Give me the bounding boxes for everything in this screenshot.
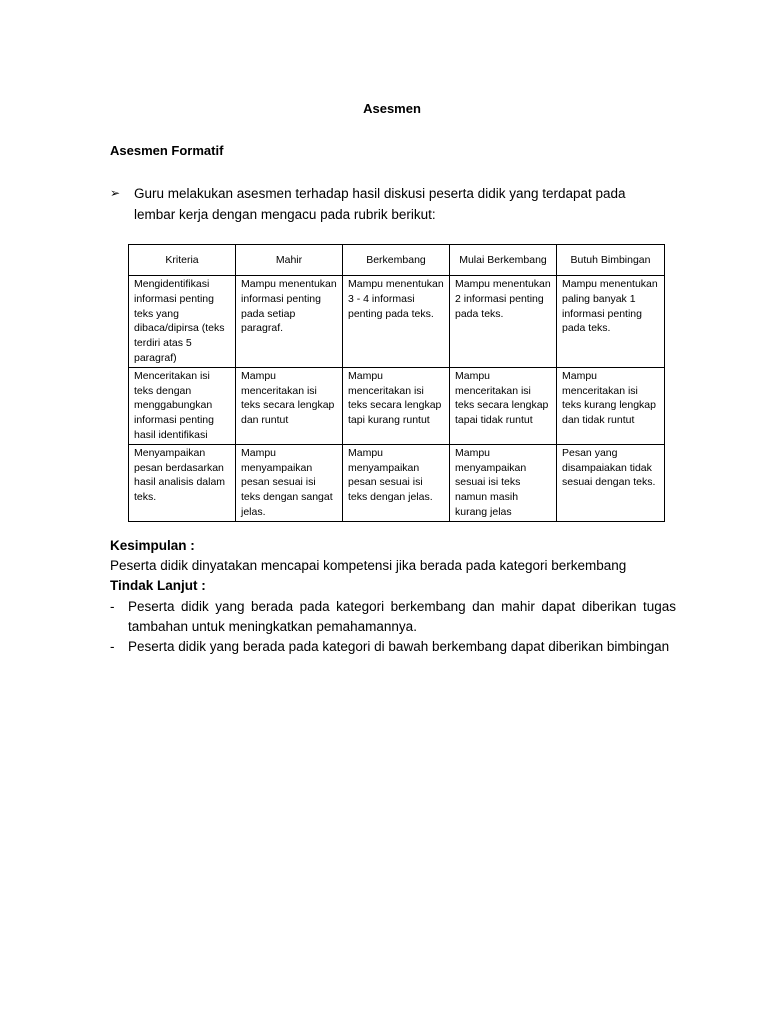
column-header: Mahir [236, 245, 343, 276]
dash-bullet: - [110, 639, 115, 654]
section-heading-asesmen-formatif: Asesmen Formatif [110, 143, 224, 158]
table-cell: Mampu menentukan 2 informasi penting pada teks. [450, 276, 557, 368]
table-cell: Mampu menceritakan isi teks secara lengkap tapi kurang runtut [343, 367, 450, 444]
table-cell: Mengidentifikasi informasi penting teks yang dibaca/dipirsa (teks terdiri atas 5 paragraf) [129, 276, 236, 368]
column-header: Butuh Bimbingan [557, 245, 665, 276]
table-cell: Mampu menyampaikan pesan sesuai isi teks dengan sangat jelas. [236, 444, 343, 521]
table-row [129, 276, 665, 368]
dash-bullet: - [110, 599, 115, 614]
column-header: Kriteria [129, 245, 236, 276]
table-header-row [129, 245, 665, 276]
table-cell: Mampu menentukan 3 - 4 informasi penting pada teks. [343, 276, 450, 368]
column-header: Mulai Berkembang [450, 245, 557, 276]
list-item-text: Peserta didik yang berada pada kategori berkembang dan mahir dapat diberikan tugas tambahan untuk meningkatkan pemahamannya. [128, 599, 676, 634]
arrow-bullet-icon: ➢ [110, 186, 121, 200]
table-cell: Mampu menyampaikan sesuai isi teks namun masih kurang jelas [450, 444, 557, 521]
document-title: Asesmen [363, 101, 421, 116]
tindak-lanjut-heading: Tindak Lanjut : [110, 578, 206, 593]
table-cell: Mampu menceritakan isi teks secara lengkap tapai tidak runtut [450, 367, 557, 444]
list-item-text: Peserta didik yang berada pada kategori di bawah berkembang dapat diberikan bimbingan [128, 639, 670, 654]
kesimpulan-text: Peserta didik dinyatakan mencapai kompetensi jika berada pada kategori berkembang [110, 558, 627, 573]
table-cell: Pesan yang disampaiakan tidak sesuai dengan teks. [557, 444, 665, 521]
table-row [129, 444, 665, 521]
table-cell: Menceritakan isi teks dengan menggabungkan informasi penting hasil identifikasi [129, 367, 236, 444]
list-item [110, 637, 676, 657]
list-item [110, 597, 676, 637]
table-cell: Mampu menceritakan isi teks kurang lengkap dan tidak runtut [557, 367, 665, 444]
table-cell: Mampu menentukan paling banyak 1 informasi penting pada teks. [557, 276, 665, 368]
tindak-lanjut-list [110, 597, 676, 657]
table-cell: Mampu menyampaikan pesan sesuai isi teks dengan jelas. [343, 444, 450, 521]
table-cell: Mampu menentukan informasi penting pada setiap paragraf. [236, 276, 343, 368]
column-header: Berkembang [343, 245, 450, 276]
table-cell: Menyampaikan pesan berdasarkan hasil analisis dalam teks. [129, 444, 236, 521]
bullet-text: Guru melakukan asesmen terhadap hasil diskusi peserta didik yang terdapat pada lembar kerja dengan mengacu pada rubrik berikut: [134, 186, 626, 222]
rubric-table [128, 244, 665, 522]
kesimpulan-heading: Kesimpulan : [110, 538, 195, 553]
bullet-paragraph [110, 183, 670, 225]
table-cell: Mampu menceritakan isi teks secara lengkap dan runtut [236, 367, 343, 444]
table-row [129, 367, 665, 444]
